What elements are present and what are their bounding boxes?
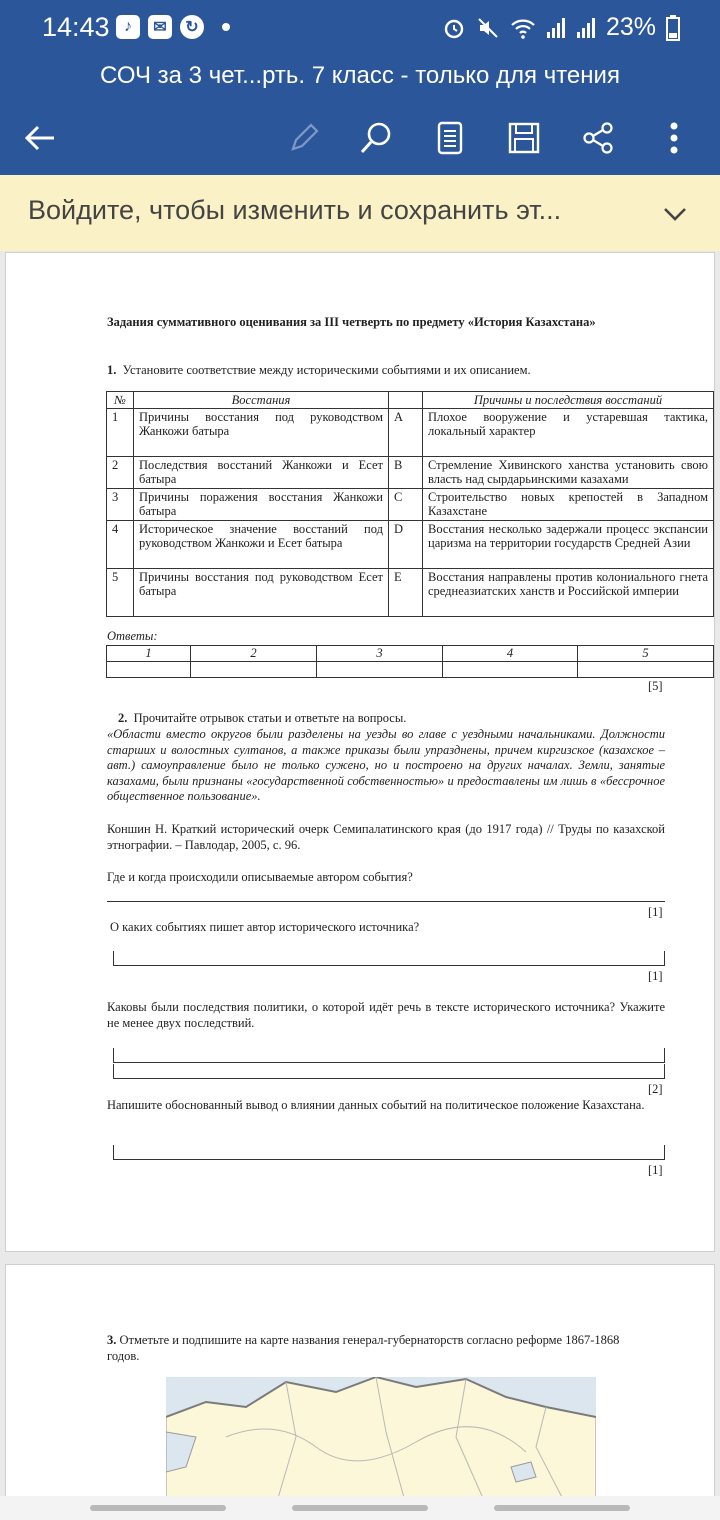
answer-cell[interactable]	[578, 662, 714, 678]
mark-q2-2: [1]	[648, 969, 663, 983]
question-3-number: 3.	[107, 1333, 117, 1347]
status-bar	[0, 0, 720, 56]
table-row	[107, 409, 714, 457]
row-letter: B	[389, 457, 423, 489]
back-button[interactable]	[16, 114, 64, 162]
answer-line[interactable]	[107, 901, 665, 902]
question-2-3: Каковы были последствия политики, о которой идёт речь в тексте исторического источника? Укажите не менее двух последствий.	[107, 1000, 665, 1030]
document-page-2[interactable]	[5, 1264, 715, 1506]
pencil-icon	[287, 121, 321, 155]
nav-handle[interactable]	[292, 1505, 428, 1511]
signal-1-icon	[546, 16, 566, 40]
row-letter: C	[389, 489, 423, 521]
save-button[interactable]	[500, 114, 548, 162]
save-icon	[507, 121, 541, 155]
question-2-text: Прочитайте отрывок статьи и ответьте на вопросы.	[133, 711, 407, 725]
answer-box[interactable]	[113, 1064, 665, 1079]
edit-button[interactable]	[280, 114, 328, 162]
search-button[interactable]	[352, 114, 400, 162]
document-page-1[interactable]	[5, 252, 715, 1252]
mark-q2-1: [1]	[648, 905, 663, 919]
table-row	[107, 569, 714, 617]
answer-cell[interactable]	[191, 662, 317, 678]
answers-table	[106, 645, 714, 678]
answers-label: Ответы:	[107, 629, 158, 643]
row-letter: E	[389, 569, 423, 617]
answers-col-label: 4	[443, 646, 578, 662]
answers-col-label: 2	[191, 646, 317, 662]
nav-handle[interactable]	[90, 1505, 226, 1511]
banner-text: Войдите, чтобы изменить и сохранить эт...	[28, 195, 562, 225]
mark-q1: [5]	[648, 679, 663, 693]
row-event: Причины восстания под руководством Есет батыра	[134, 569, 389, 617]
answers-input-row	[107, 662, 714, 678]
row-description: Строительство новых крепостей в Западном Казахстане	[423, 489, 714, 521]
sign-in-banner[interactable]	[0, 175, 720, 251]
answer-cell[interactable]	[443, 662, 578, 678]
alarm-icon	[442, 16, 466, 40]
more-notifications-dot-icon	[222, 23, 230, 31]
status-time: 14:43	[42, 12, 110, 42]
question-2-4: Напишите обоснованный вывод о влиянии данных событий на политическое положение Казахстана.	[107, 1098, 645, 1112]
doc-heading: Задания суммативного оценивания за III четверть по предмету «История Казахстана»	[107, 315, 596, 329]
chevron-down-icon[interactable]	[660, 199, 690, 229]
music-notification-icon: ♪	[116, 15, 140, 39]
table-row	[107, 457, 714, 489]
answers-col-label: 1	[107, 646, 191, 662]
question-2	[118, 711, 406, 726]
row-description: Восстания несколько задержали процесс экспансии царизма на территории государств Средней Азии	[423, 521, 714, 569]
table-header-cell	[389, 392, 423, 409]
wifi-icon	[510, 16, 536, 40]
search-icon	[358, 120, 394, 156]
share-button[interactable]	[574, 114, 622, 162]
table-row	[107, 521, 714, 569]
share-icon	[581, 121, 615, 155]
toolbar	[0, 100, 720, 175]
table-header-cell: Восстания	[134, 392, 389, 409]
question-1-number: 1.	[107, 363, 117, 377]
answer-box[interactable]	[113, 1048, 665, 1063]
question-1-text: Установите соответствие между историческими событиями и их описанием.	[122, 363, 531, 377]
nav-handle[interactable]	[494, 1505, 630, 1511]
row-event: Причины восстания под руководством Жанкожи батыра	[134, 409, 389, 457]
table-header-cell: Причины и последствия восстаний	[423, 392, 714, 409]
source-quote: «Области вместо округов были разделены на уезды во главе с уездными начальниками. Должности старших и волостных султанов, а также приказы были упразднены, причем киргизское (казахское – авт.) самоуправление было не только сужено, но и построено на других началах. Земли, занятые казахами, были признаны «государственной собственностью» и предоставлены им лишь в «бессрочное общественное пользование».	[107, 727, 665, 803]
gesture-nav-bar	[0, 1496, 720, 1520]
mark-q2-4: [1]	[648, 1163, 663, 1177]
row-event: Причины поражения восстания Жанкожи батыра	[134, 489, 389, 521]
answer-cell[interactable]	[107, 662, 191, 678]
source-citation: Коншин Н. Краткий исторический очерк Семипалатинского края (до 1917 года) // Труды по казахской этнографии. – Павлодар, 2005, с. 96.	[107, 822, 665, 852]
table-header-cell: №	[107, 392, 134, 409]
table-row	[107, 489, 714, 521]
more-vertical-icon	[668, 120, 680, 156]
table-header-row	[107, 392, 714, 409]
row-description: Плохое вооружение и устаревшая тактика, локальный характер	[423, 409, 714, 457]
mail-notification-icon: ✉	[148, 15, 172, 39]
battery-percent: 23%	[605, 13, 656, 41]
row-number: 4	[107, 521, 134, 569]
row-number: 3	[107, 489, 134, 521]
answer-cell[interactable]	[317, 662, 443, 678]
answer-box[interactable]	[113, 951, 665, 966]
question-1	[107, 363, 531, 378]
signal-2-icon	[576, 16, 596, 40]
question-2-1: Где и когда происходили описываемые автором события?	[107, 870, 413, 884]
map-image	[166, 1377, 596, 1505]
question-3-text: Отметьте и подпишите на карте названия генерал-губернаторств согласно реформе 1867-1868 годов.	[107, 1333, 620, 1363]
row-description: Стремление Хивинского ханства установить свою власть над сырдарьинскими казахами	[423, 457, 714, 489]
more-options-button[interactable]	[650, 114, 698, 162]
mark-q2-3: [2]	[648, 1082, 663, 1096]
row-number: 1	[107, 409, 134, 457]
row-event: Последствия восстаний Жанкожи и Есет батыра	[134, 457, 389, 489]
question-2-number: 2.	[118, 711, 128, 725]
kazakhstan-map-illustration	[166, 1377, 596, 1505]
reading-view-button[interactable]	[426, 114, 474, 162]
battery-icon	[666, 15, 680, 41]
row-number: 2	[107, 457, 134, 489]
back-arrow-icon	[22, 120, 58, 156]
mute-icon	[476, 16, 500, 40]
answers-col-label: 3	[317, 646, 443, 662]
document-title: СОЧ за 3 чет...рть. 7 класс - только для чтения	[0, 56, 720, 100]
row-description: Восстания направлены против колониального гнета среднеазиатских ханств и Российской империи	[423, 569, 714, 617]
reading-view-icon	[435, 120, 465, 156]
row-event: Историческое значение восстаний под руководством Жанкожи и Есет батыра	[134, 521, 389, 569]
question-3	[107, 1333, 637, 1364]
sync-notification-icon: ↻	[180, 15, 204, 39]
row-letter: A	[389, 409, 423, 457]
row-number: 5	[107, 569, 134, 617]
answers-col-label: 5	[578, 646, 714, 662]
matching-table	[106, 391, 714, 617]
question-2-2: О каких событиях пишет автор исторического источника?	[110, 920, 420, 934]
answers-header-row	[107, 646, 714, 662]
answer-box[interactable]	[113, 1145, 665, 1160]
row-letter: D	[389, 521, 423, 569]
